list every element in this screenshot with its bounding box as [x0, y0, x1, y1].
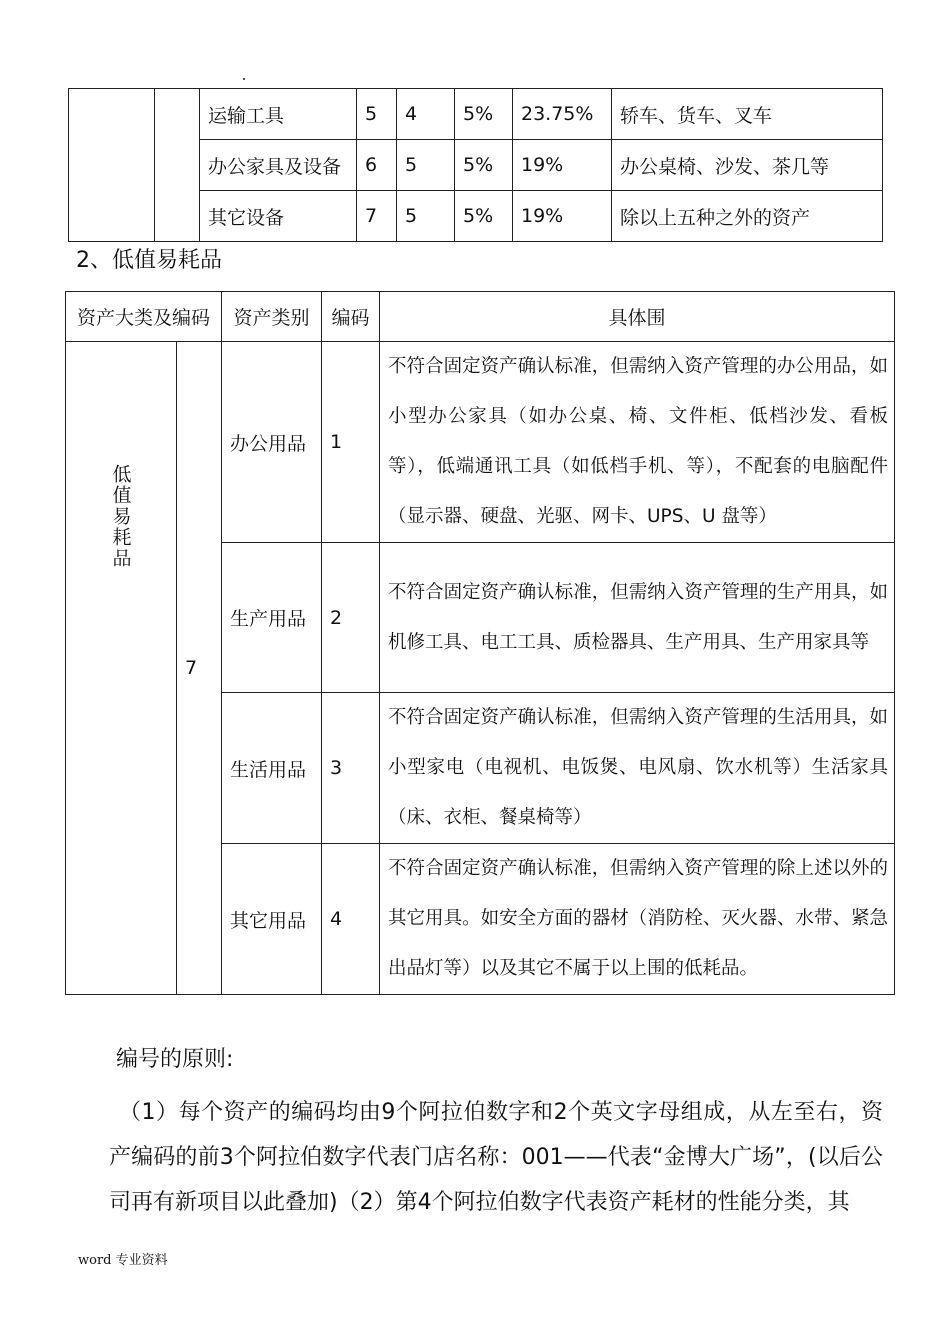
asset-scope: 不符合固定资产确认标准，但需纳入资产管理的办公用品，如小型办公家具（如办公桌、椅、文件柜、低档沙发、看板等），低端通讯工具（如低档手机、等），不配套的电脑配件（显示器、硬盘、光驱、网卡、UPS、U 盘等） — [380, 342, 895, 543]
category-code: 7 — [177, 342, 222, 995]
asset-examples: 轿车、货车、叉车 — [612, 89, 883, 140]
asset-examples: 除以上五种之外的资产 — [612, 191, 883, 242]
principles-paragraph: （1）每个资产的编码均由9个阿拉伯数字和2个英文字母组成，从左至右，资产编码的前3个阿拉伯数字代表门店名称：001——代表“金博大广场”，(以后公司再有新项目以此叠加)（2）第4个阿拉伯数字代表资产耗材的性能分类，其 — [109, 1100, 883, 1215]
asset-scope: 不符合固定资产确认标准，但需纳入资产管理的除上述以外的其它用具。如安全方面的器材（消防栓、灭火器、水带、紧急出品灯等）以及其它不属于以上围的低耗品。 — [380, 844, 895, 995]
useful-years: 5 — [397, 140, 455, 191]
header-type: 资产类别 — [222, 292, 322, 342]
asset-type: 其它设备 — [200, 191, 357, 242]
page-mark — [243, 78, 245, 80]
section-title: 2、低值易耗品 — [76, 248, 222, 273]
depreciation-rate: 23.75% — [513, 89, 612, 140]
asset-type: 生产用品 — [222, 543, 322, 693]
category-label: 低值易耗品 — [109, 464, 132, 569]
principles-title: 编号的原则: — [116, 1047, 234, 1072]
depreciation-rate: 19% — [513, 191, 612, 242]
asset-code: 2 — [322, 543, 380, 693]
depreciation-rate: 19% — [513, 140, 612, 191]
asset-code: 5 — [357, 89, 397, 140]
asset-scope: 不符合固定资产确认标准，但需纳入资产管理的生产用具，如机修工具、电工工具、质检器具、生产用具、生产用家具等 — [380, 543, 895, 693]
category-cell — [69, 89, 155, 242]
footer-label: word 专业资料 — [78, 1253, 168, 1268]
table-row — [69, 89, 883, 140]
asset-type: 办公用品 — [222, 342, 322, 543]
fixed-asset-table — [68, 88, 883, 242]
header-category: 资产大类及编码 — [66, 292, 222, 342]
category-code-cell — [155, 89, 200, 242]
residual-rate: 5% — [455, 191, 513, 242]
residual-rate: 5% — [455, 89, 513, 140]
asset-code: 6 — [357, 140, 397, 191]
asset-code: 3 — [322, 693, 380, 844]
asset-code: 1 — [322, 342, 380, 543]
table-header-row — [66, 292, 895, 342]
asset-examples: 办公桌椅、沙发、茶几等 — [612, 140, 883, 191]
asset-type: 运输工具 — [200, 89, 357, 140]
asset-scope: 不符合固定资产确认标准，但需纳入资产管理的生活用具，如小型家电（电视机、电饭煲、电风扇、饮水机等）生活家具（床、衣柜、餐桌椅等） — [380, 693, 895, 844]
residual-rate: 5% — [455, 140, 513, 191]
asset-type: 办公家具及设备 — [200, 140, 357, 191]
asset-type: 生活用品 — [222, 693, 322, 844]
low-value-consumables-table — [65, 291, 895, 995]
asset-code: 4 — [322, 844, 380, 995]
useful-years: 4 — [397, 89, 455, 140]
asset-type: 其它用品 — [222, 844, 322, 995]
category-cell — [66, 342, 177, 995]
header-code: 编码 — [322, 292, 380, 342]
asset-code: 7 — [357, 191, 397, 242]
header-scope: 具体围 — [380, 292, 895, 342]
useful-years: 5 — [397, 191, 455, 242]
table-row — [66, 342, 895, 543]
